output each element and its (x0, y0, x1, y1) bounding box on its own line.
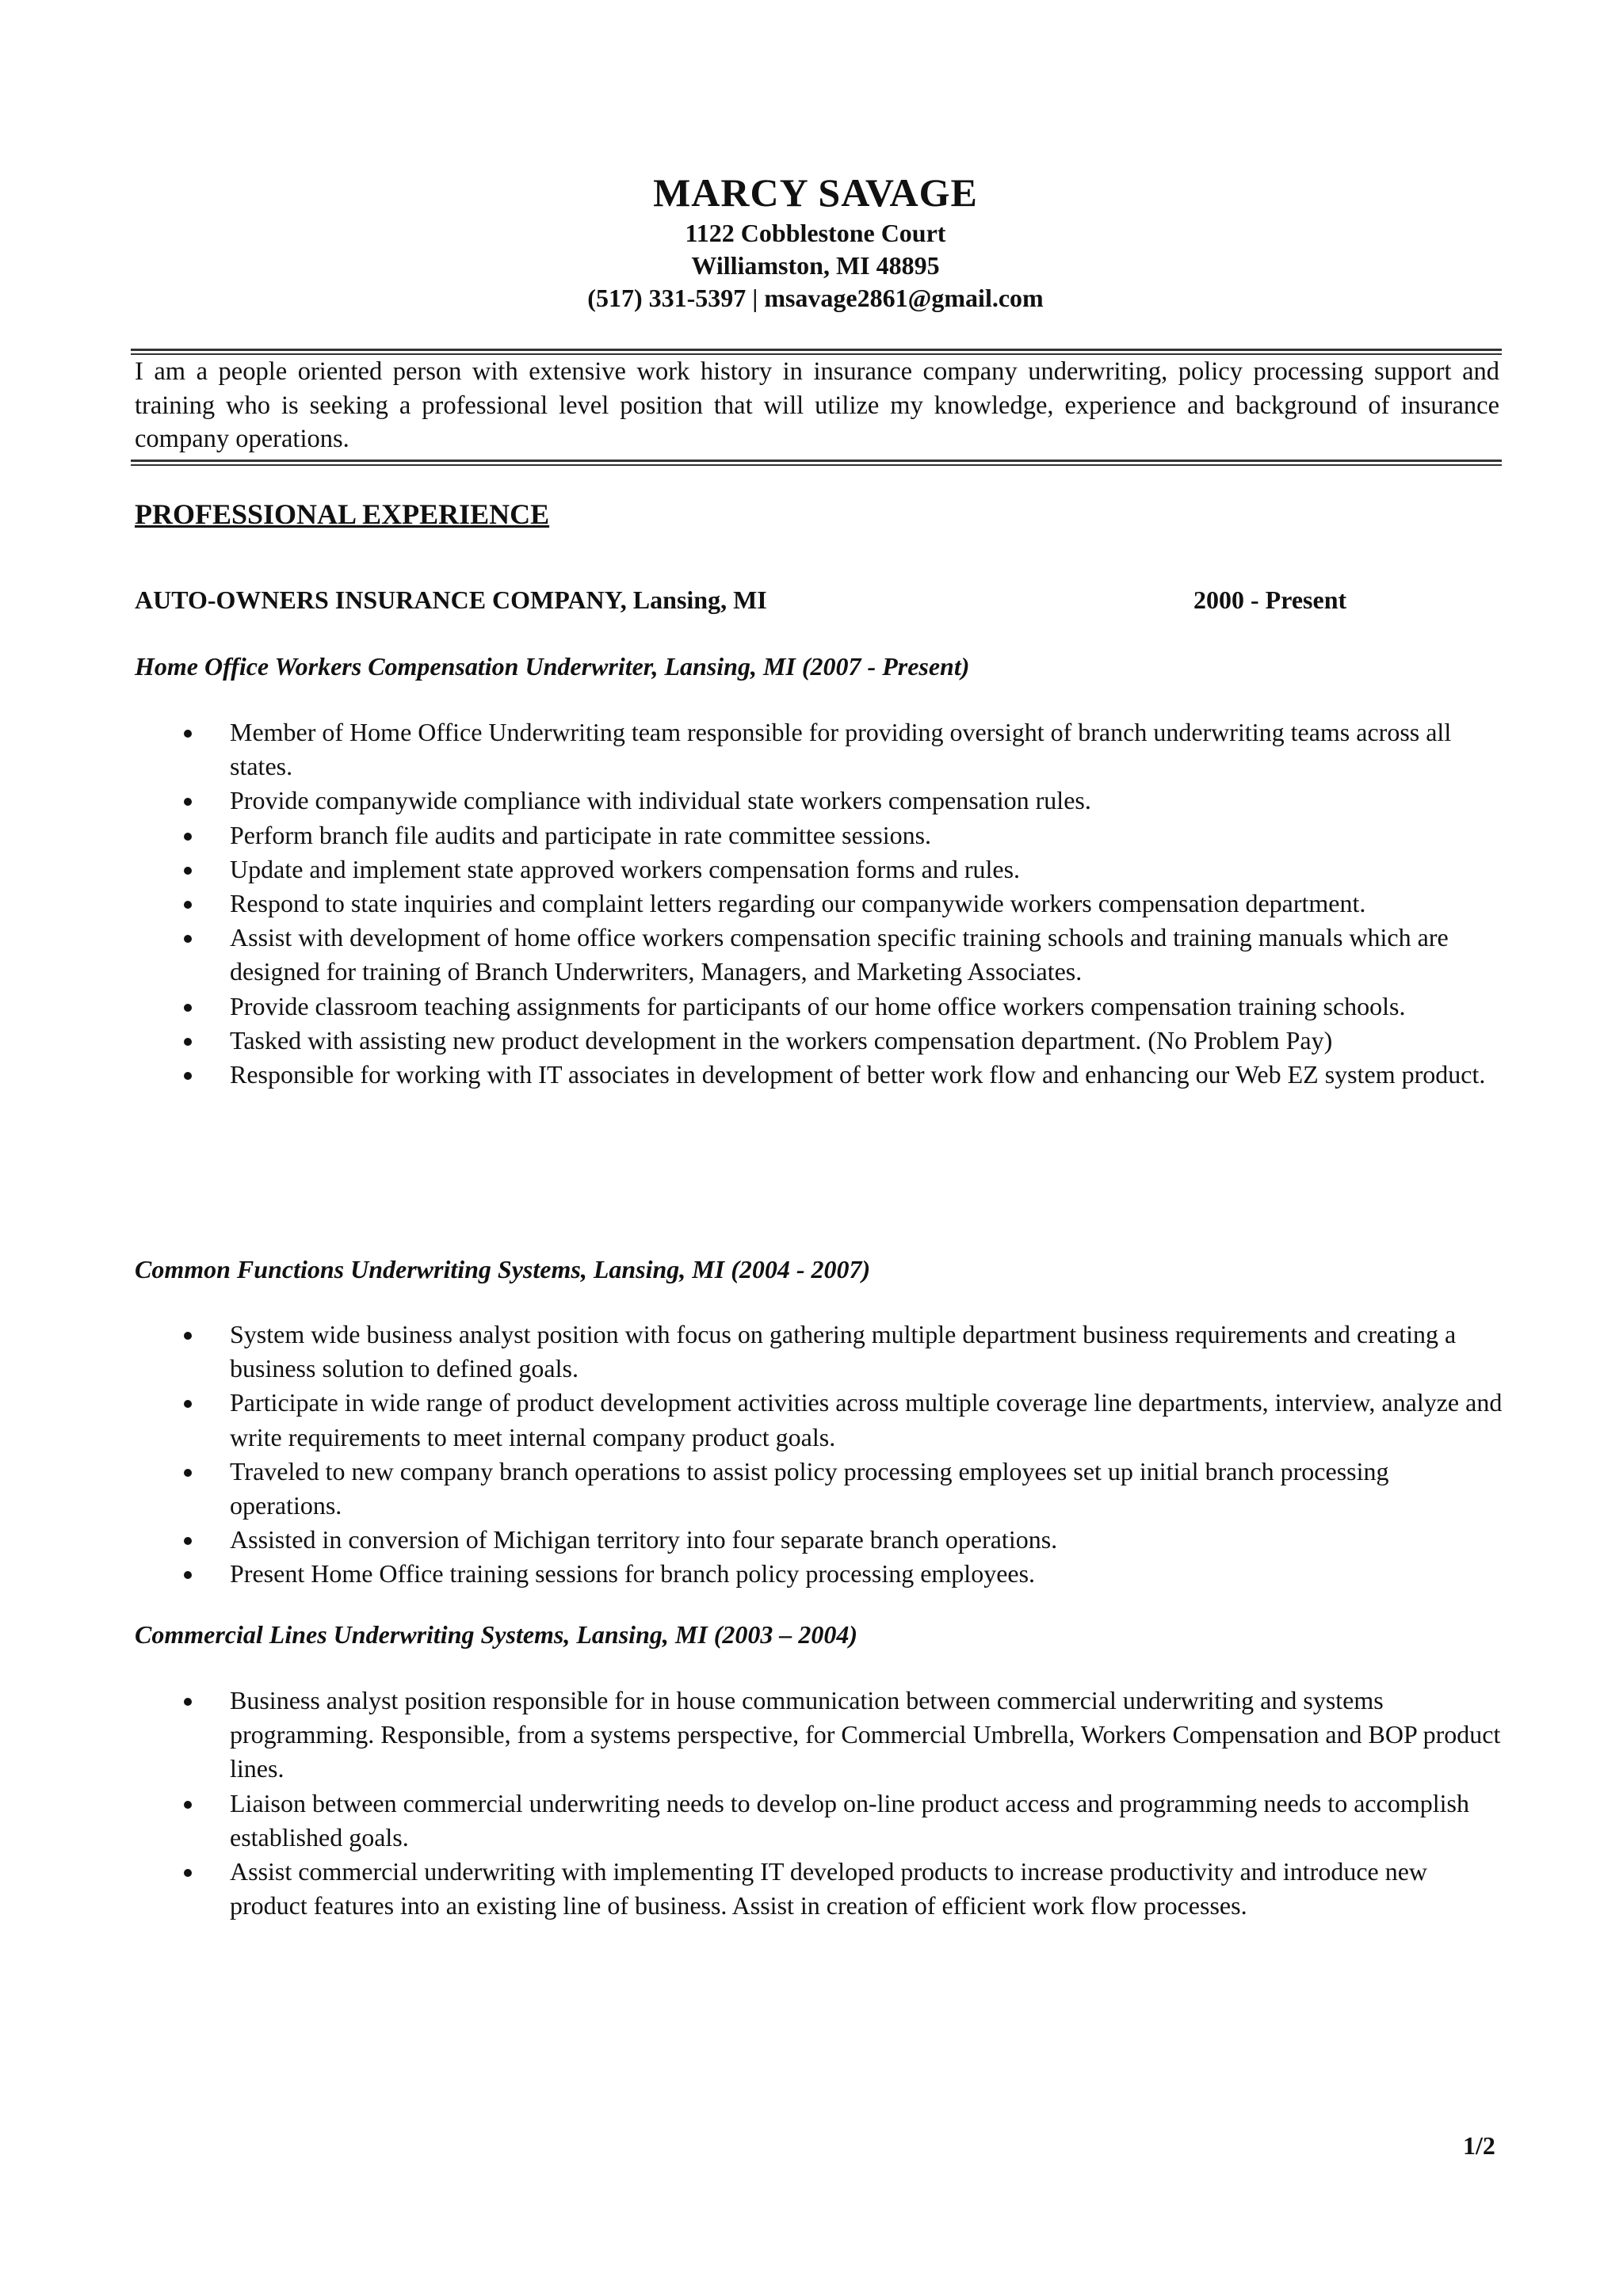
bullet-icon (184, 867, 192, 875)
role-title: Commercial Lines Underwriting Systems, Lansing, MI (2003 – 2004) (135, 1620, 858, 1649)
company-name: AUTO-OWNERS INSURANCE COMPANY, Lansing, MI (135, 585, 767, 614)
bullet-text: Assisted in conversion of Michigan territory into four separate branch operations. (230, 1525, 1058, 1554)
list-item (135, 1455, 1506, 1523)
company-dates: 2000 - Present (1193, 585, 1347, 614)
address-line-2: Williamston, MI 48895 (691, 251, 940, 280)
bullet-icon (184, 901, 192, 909)
bullet-text: Participate in wide range of product development activities across multiple coverage line departments, interview, analyze and write requirements to meet internal company product goals. (230, 1388, 1503, 1451)
bullet-text: Provide companywide compliance with individual state workers compensation rules. (230, 786, 1091, 815)
bullet-icon (184, 1004, 192, 1012)
bullet-text: Liaison between commercial underwriting needs to develop on-line product access and programming needs to accomplish established goals. (230, 1788, 1469, 1852)
bullet-text: Business analyst position responsible for in house communication between commercial underwriting and systems programming. Responsible, from a systems perspective, for Commercial Umbrella, Workers Compensation and BOP product lines. (230, 1686, 1501, 1783)
list-item (135, 921, 1506, 989)
bullet-text: Present Home Office training sessions for branch policy processing employees. (230, 1559, 1036, 1589)
bullet-text: Assist with development of home office workers compensation specific training schools and training manuals which are designed for training of Branch Underwriters, Managers, and Marketing Associates. (230, 923, 1449, 986)
bullet-icon (184, 833, 192, 841)
bullet-icon (184, 1869, 192, 1877)
bullet-icon (184, 798, 192, 806)
bullet-icon (184, 1698, 192, 1706)
list-item (135, 818, 1506, 852)
bullet-icon (184, 1469, 192, 1477)
candidate-name: MARCY SAVAGE (653, 170, 978, 215)
page-number: 1/2 (1463, 2131, 1495, 2160)
list-item (135, 1318, 1506, 1386)
objective-statement: I am a people oriented person with extensive work history in insurance company underwriting, policy processing support and training who is seeking a professional level position that will utilize my knowledge, experience and background of insurance company operations. (135, 357, 1499, 453)
bullet-icon (184, 1072, 192, 1080)
bullet-icon (184, 1571, 192, 1579)
list-item (135, 1557, 1506, 1591)
bullet-icon (184, 1801, 192, 1809)
list-item (135, 784, 1506, 818)
section-heading-experience: PROFESSIONAL EXPERIENCE (135, 498, 550, 530)
bullet-text: Assist commercial underwriting with implementing IT developed products to increase productivity and introduce new product features into an existing line of business. Assist in creation of efficient work flow processes. (230, 1857, 1428, 1920)
bullet-text: Traveled to new company branch operations to assist policy processing employees set up initial branch processing operations. (230, 1456, 1389, 1520)
bullet-icon (184, 730, 192, 738)
bullet-text: Responsible for working with IT associates in development of better work flow and enhancing our Web EZ system product. (230, 1060, 1486, 1089)
bullet-text: Perform branch file audits and participate in rate committee sessions. (230, 820, 932, 849)
bullet-text: Tasked with assisting new product development in the workers compensation department. (No Problem Pay) (230, 1025, 1333, 1055)
list-item (135, 1058, 1506, 1092)
objective-divider (131, 460, 1502, 462)
role-bullet-list (135, 1318, 1506, 1592)
phone-email-line: (517) 331-5397 | msavage2861@gmail.com (587, 284, 1044, 312)
header-divider (131, 349, 1502, 351)
bullet-text: System wide business analyst position with focus on gathering multiple department business requirements and creating a business solution to defined goals. (230, 1320, 1457, 1383)
list-item (135, 715, 1506, 784)
role-title: Home Office Workers Compensation Underwriter, Lansing, MI (2007 - Present) (135, 652, 970, 681)
list-item (135, 1855, 1506, 1923)
bullet-text: Provide classroom teaching assignments for participants of our home office workers compensation training schools. (230, 991, 1406, 1020)
address-line-1: 1122 Cobblestone Court (685, 219, 946, 247)
bullet-icon (184, 1332, 192, 1340)
bullet-icon (184, 1038, 192, 1046)
role-bullet-list (135, 1684, 1506, 1923)
list-item (135, 887, 1506, 921)
bullet-text: Member of Home Office Underwriting team responsible for providing oversight of branch underwriting teams across all states. (230, 718, 1452, 781)
bullet-icon (184, 1400, 192, 1408)
list-item (135, 1787, 1506, 1855)
bullet-text: Update and implement state approved workers compensation forms and rules. (230, 854, 1021, 883)
list-item (135, 852, 1506, 887)
bullet-text: Respond to state inquiries and complaint letters regarding our companywide workers compensation department. (230, 889, 1366, 918)
bullet-icon (184, 935, 192, 943)
list-item (135, 1024, 1506, 1058)
role-title: Common Functions Underwriting Systems, Lansing, MI (2004 - 2007) (135, 1255, 871, 1283)
role-bullet-list (135, 715, 1506, 1092)
resume-header (0, 168, 1623, 315)
list-item (135, 1684, 1506, 1787)
list-item (135, 1523, 1506, 1557)
bullet-icon (184, 1537, 192, 1545)
list-item (135, 1386, 1506, 1454)
list-item (135, 990, 1506, 1024)
